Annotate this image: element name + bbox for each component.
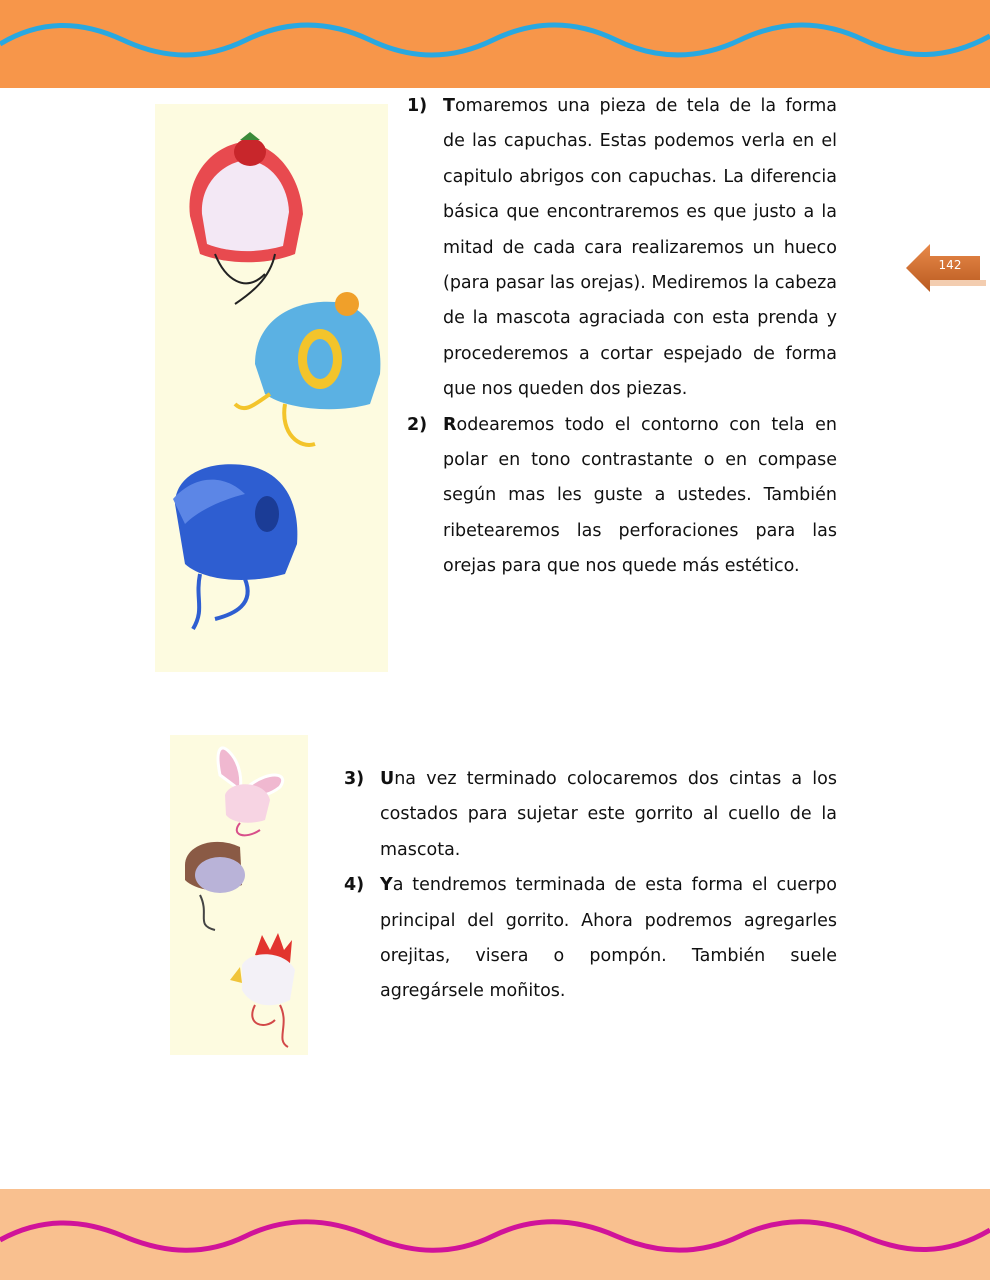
step-item [407, 408, 837, 585]
step-text: odearemos todo el contorno con tela en polar en tono contrastante o en compase según mas les guste a ustedes. También ribetearemos las perforaciones para las orejas para que nos quede más estético. [443, 414, 837, 577]
step-text: na vez terminado colocaremos dos cintas a los costados para sujetar este gorrito al cuello de la mascota. [380, 769, 837, 860]
step-number: 1) [407, 96, 428, 116]
step-item [407, 89, 837, 408]
step-number: 4) [344, 875, 365, 896]
page-number: 142 [938, 258, 962, 272]
bunny-hat-image [218, 748, 283, 835]
step-number: 3) [344, 769, 365, 789]
step-initial: Y [380, 875, 393, 896]
steps-list-bottom [344, 762, 837, 1010]
step-number: 2) [407, 414, 428, 435]
rooster-hat-image [230, 933, 295, 1047]
hats-photo-top [155, 104, 388, 672]
step-text: omaremos una pieza de tela de la forma de las capuchas. Estas podemos verla en el capitulo abrigos con capuchas. La diferencia básica que encontraremos es que justo a la mitad de cada cara realizaremos un hueco (para pasar las orejas). Mediremos la cabeza de la mascota agraciada con esta prenda y procederemos a cortar espejado de forma que nos queden dos piezas. [443, 96, 837, 400]
step-initial: U [380, 769, 395, 789]
steps-list-top [407, 89, 837, 585]
step-item [344, 762, 837, 868]
step-item [344, 868, 837, 1010]
red-hat-image [189, 132, 303, 304]
step-initial: R [443, 414, 457, 435]
step-text: a tendremos terminada de esta forma el cuerpo principal del gorrito. Ahora podremos agregarles orejitas, visera o pompón. También suele agregársele moñitos. [380, 875, 837, 1002]
brown-ears-hat-image [185, 842, 245, 930]
footer-wave [0, 1212, 990, 1262]
blue-hood-hat-image [173, 464, 297, 629]
light-blue-hat-image [235, 292, 380, 445]
hats-photo-bottom [170, 735, 308, 1055]
header-wave [0, 10, 990, 70]
step-initial: T [443, 96, 455, 116]
